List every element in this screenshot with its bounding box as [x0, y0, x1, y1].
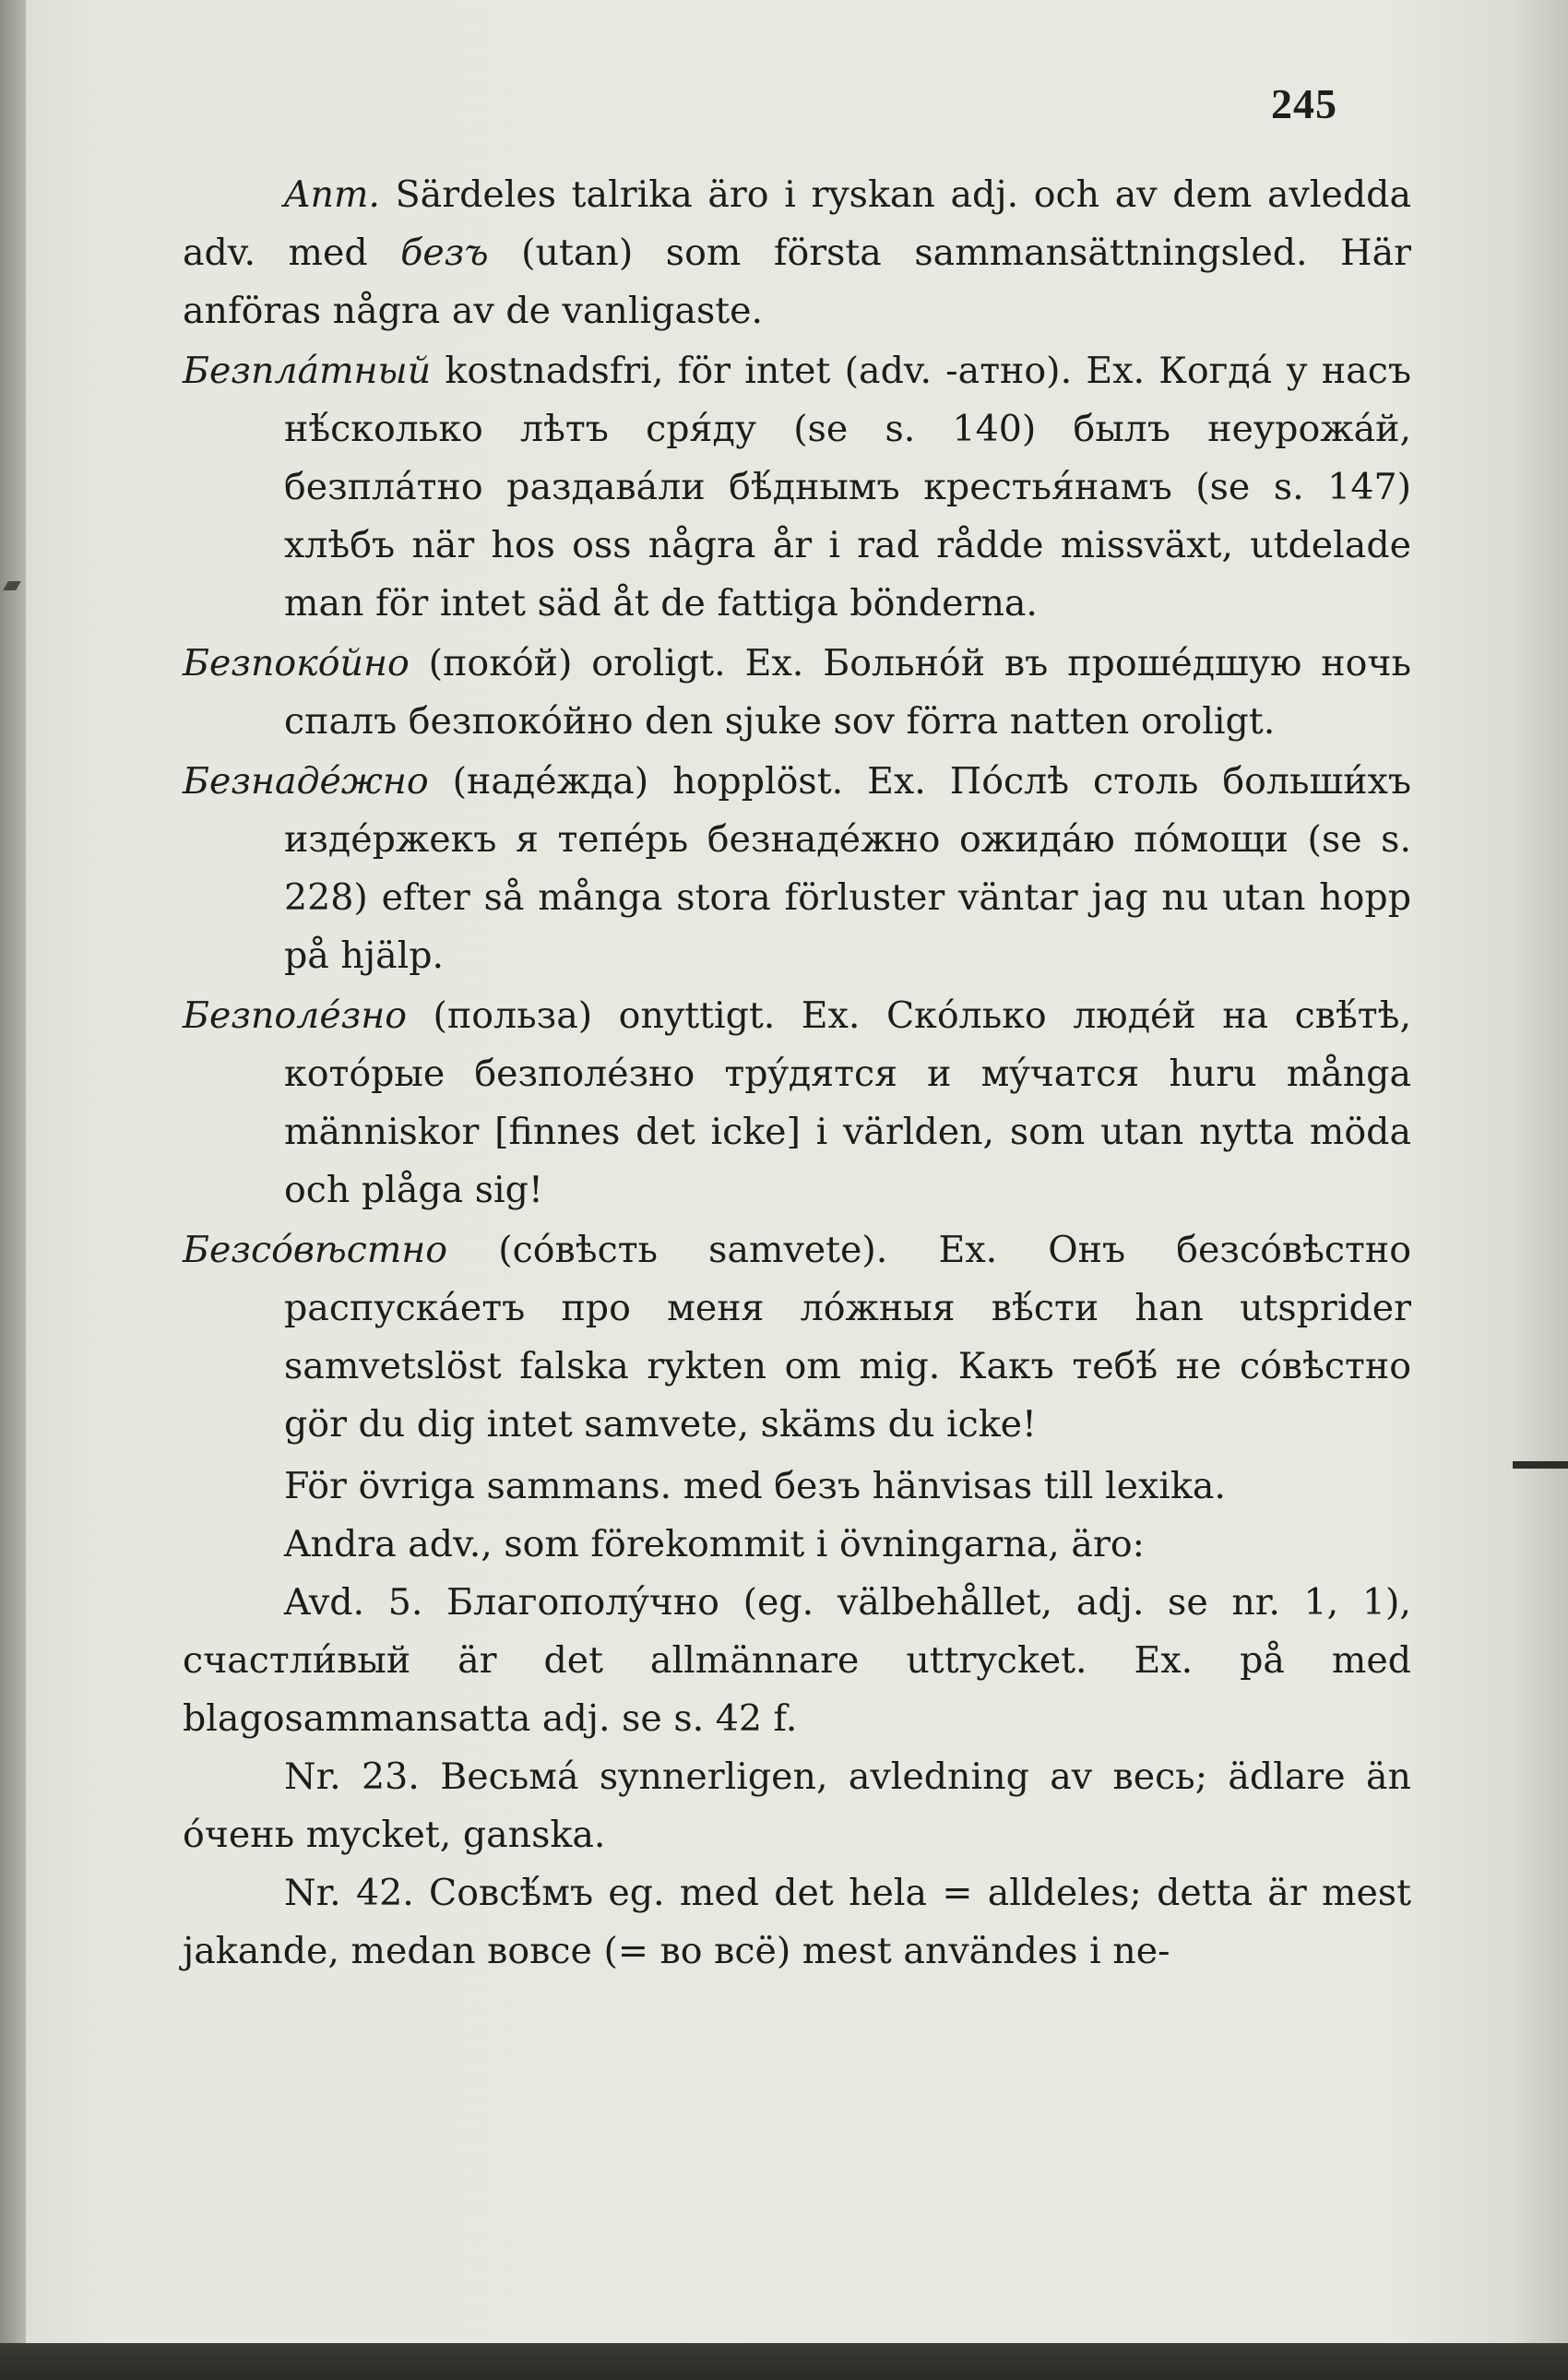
note-paragraph: Anm. Särdeles talrika äro i ryskan adj. och av dem avledda adv. med безъ (utan) som första sammansättningsled. Här anföras några av de vanligaste. [183, 173, 1411, 332]
paragraph-nr-42: Nr. 42. Совсѣ́мъ eg. med det hela = alldeles; detta är mest jakande, medan вовсе (= во всё) mest användes i ne- [183, 1872, 1411, 1972]
body-text [183, 166, 1411, 1981]
entry-lemma: Безсóвѣстно [183, 1229, 448, 1271]
entry-text: kostnadsfri, för intet (adv. -атно). Ex. Когдá у насъ нѣ́сколько лѣтъ сря́ду (se s. 140) былъ неурожáй, безплáтно раздавáли бѣ́днымъ крестья́намъ (se s. 147) хлѣбъ när hos oss några år i rad rådde missväxt, utdelade man för intet säd åt de fattiga bönderna. [284, 350, 1411, 625]
entry-text: (сóвѣсть samvete). Ex. Онъ безсóвѣстно распускáетъ про меня лóжныя вѣ́сти han utsprider samvetslöst falska rykten om mig. Какъ тебѣ́ не сóвѣстно gör du dig intet samvete, skäms du icke! [284, 1229, 1411, 1446]
paragraph-andra-adv: Andra adv., som förekommit i övningarna, äro: [284, 1523, 1145, 1565]
paragraph-lexika: För övriga sammans. med безъ hänvisas till lexika. [284, 1465, 1226, 1507]
entry-lemma: Безполéзно [183, 994, 408, 1037]
entry-bezpokoino [183, 635, 1411, 751]
paragraph-nr-23: Nr. 23. Весьмá synnerligen, avledning av весь; ädlare än óчень mycket, ganska. [183, 1755, 1411, 1856]
entry-lemma: Безпокóйно [183, 642, 410, 684]
entry-bezpolezno [183, 987, 1411, 1220]
page-number: 245 [1271, 80, 1337, 127]
entry-text: (надéжда) hopplöst. Ex. Пóслѣ столь больши́хъ издéржекъ я тепéрь безнадéжно ожидáю пóмощи (se s. 228) efter så många stora förluster väntar jag nu utan hopp på hjälp. [284, 760, 1411, 977]
entry-text: (польза) onyttigt. Ex. Скóлько людéй на свѣ́тѣ, котóрые безполéзно трýдятся и мýчатся huru många människor [finnes det icke] i världen, som utan nytta möda och plåga sig! [284, 994, 1411, 1211]
page-edge-mark [1513, 1461, 1568, 1469]
entry-lemma: Безплáтный [183, 350, 432, 392]
paragraph-avd-5: Avd. 5. Благополýчно (eg. välbehållet, adj. se nr. 1, 1), счастли́вый är det allmännare uttrycket. Ex. på med blagosammansatta adj. se s. 42 f. [183, 1581, 1411, 1740]
note-label: Anm. [284, 173, 380, 216]
entry-beznadezhno [183, 753, 1411, 985]
entry-text: (покóй) oroligt. Ex. Больнóй въ прошéдшую ночь спалъ безпокóйно den sjuke sov förra natten oroligt. [284, 642, 1411, 743]
entry-lemma: Безнадéжно [183, 760, 429, 803]
entry-bezplatny [183, 342, 1411, 633]
entry-bezsovestno [183, 1221, 1411, 1454]
page-bottom-edge [0, 2343, 1568, 2380]
binding-gutter [0, 0, 26, 2380]
